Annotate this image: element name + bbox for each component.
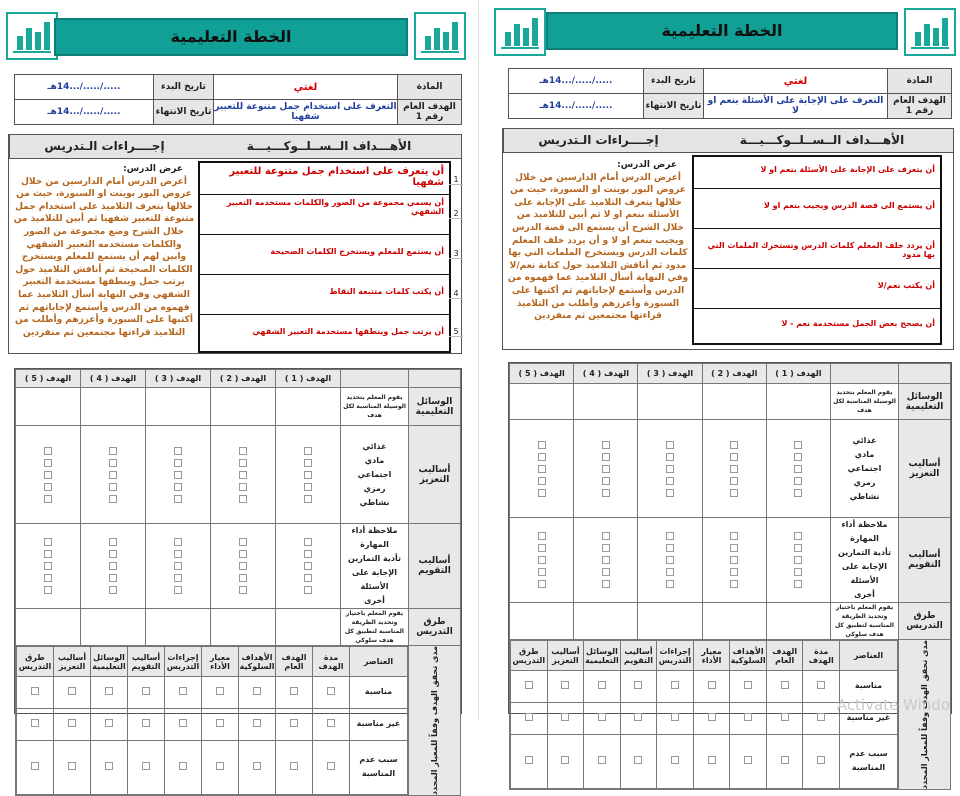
objective-item: أن يسمي مجموعة من الصور والكلمات مستخدمه التعبير الشفهي [200,195,449,235]
checkbox[interactable] [109,447,117,455]
checkbox[interactable] [817,681,825,689]
subject-value: لغتي [704,69,888,94]
checkbox[interactable] [730,477,738,485]
checkbox[interactable] [174,574,182,582]
checkbox[interactable] [105,762,113,770]
assessment-label: أساليب التقويم [899,518,951,603]
checkbox[interactable] [304,586,312,594]
objective-item: أن يرتب جمل وينطقها مستخدمة التعبير الشفهي [252,327,444,336]
checkbox[interactable] [602,465,610,473]
goal-2-header: الهدف ( 2 ) [211,370,276,388]
checkbox[interactable] [538,453,546,461]
objective-item: أن يصحح بعض الجمل مستخدمة نعم - لا [781,319,935,328]
checkbox[interactable] [109,471,117,479]
checkbox[interactable] [68,762,76,770]
checkbox[interactable] [781,713,789,721]
checkbox[interactable] [239,586,247,594]
checkbox[interactable] [174,550,182,558]
checkbox[interactable] [174,586,182,594]
checkbox[interactable] [602,544,610,552]
procedures-header: إجــــراءات الـتدريس [503,129,693,153]
checkbox[interactable] [794,568,802,576]
checkbox[interactable] [730,465,738,473]
objective-item: أن يتعرف على الإجابة على الأسئلة بنعم او لا [694,157,940,189]
teaching-methods-label: طرق التدريس [409,609,461,646]
checkbox[interactable] [44,459,52,467]
checkbox[interactable] [538,441,546,449]
checkbox[interactable] [174,562,182,570]
reinforcement-options: غذائي مادي اجتماعي رمزي نشاطي [831,420,899,518]
checkbox[interactable] [598,756,606,764]
checkbox[interactable] [730,556,738,564]
checkbox[interactable] [602,489,610,497]
teaching-methods-label: طرق التدريس [899,603,951,640]
page-title: الخطة التعليمية [54,18,408,56]
lesson-presentation-label: عرض الدرس: [617,160,677,170]
checkbox[interactable] [730,532,738,540]
checkbox[interactable] [525,713,533,721]
behavioral-goals-header: الأهـــداف الــســلــوكـــيـــة [197,135,461,159]
checkbox[interactable] [538,568,546,576]
checkbox[interactable] [794,556,802,564]
checkbox[interactable] [666,465,674,473]
checkbox[interactable] [730,441,738,449]
checkbox[interactable] [142,762,150,770]
general-goal-label: الهدف العام رقم 1 [888,94,952,119]
assessment-grid [14,368,462,796]
objective-number: 1 [449,175,463,185]
checkbox[interactable] [327,762,335,770]
goal-4-header: الهدف ( 4 ) [574,364,638,384]
goal-5-header: الهدف ( 5 ) [510,364,574,384]
checkbox[interactable] [109,562,117,570]
checkbox[interactable] [216,762,224,770]
objective-item: أن يستمع للمعلم ويستخرج الكلمات الصحيحة [200,235,449,275]
checkbox[interactable] [44,562,52,570]
checkbox[interactable] [304,550,312,558]
checkbox[interactable] [538,477,546,485]
checkbox[interactable] [239,459,247,467]
checkbox[interactable] [538,465,546,473]
checkbox[interactable] [730,453,738,461]
lesson-info-table [14,74,462,125]
criteria-table-cell [16,646,409,796]
checkbox[interactable] [68,719,76,727]
checkbox[interactable] [239,447,247,455]
objective-number: 5 [449,327,463,337]
subject-label: المادة [398,75,462,100]
end-date-label: تاريخ الانتهاء [154,100,214,125]
checkbox[interactable] [781,681,789,689]
checkbox[interactable] [708,756,716,764]
activation-watermark: Activate Windo [836,696,950,714]
checkbox[interactable] [561,756,569,764]
checkbox[interactable] [602,580,610,588]
goal-1-header: الهدف ( 1 ) [766,364,830,384]
checkbox[interactable] [174,483,182,491]
checkbox[interactable] [44,495,52,503]
plan-page-1 [0,0,470,796]
checkbox[interactable] [174,538,182,546]
chart-logo-icon [414,12,466,60]
start-date-label: تاريخ البدء [644,69,704,94]
criteria-table: العناصر مدة الهدف الهدف العام الأهداف السلوكية معيار الأداء إجراءات التدريس أساليب التقويم الوسائل التعليمية أساليب التعزيز طرق التدريس مناسبة غير مناسبة سبب عدم المناسبة [16,646,408,795]
checkbox[interactable] [666,532,674,540]
checkbox[interactable] [68,687,76,695]
checkbox[interactable] [708,681,716,689]
subject-label: المادة [888,69,952,94]
checkbox[interactable] [794,489,802,497]
plan-page-2 [488,0,958,790]
checkbox[interactable] [109,574,117,582]
checkbox[interactable] [634,756,642,764]
checkbox[interactable] [109,483,117,491]
checkbox[interactable] [817,756,825,764]
checkbox[interactable] [31,687,39,695]
checkbox[interactable] [538,532,546,540]
checkbox[interactable] [304,483,312,491]
checkbox[interactable] [239,562,247,570]
reinforcement-label: أساليب التعزيز [899,420,951,518]
checkbox[interactable] [253,719,261,727]
checkbox[interactable] [216,687,224,695]
assessment-grid [508,362,952,790]
checkbox[interactable] [744,713,752,721]
general-goal-label: الهدف العام رقم 1 [398,100,462,125]
checkbox[interactable] [602,441,610,449]
goal-3-header: الهدف ( 3 ) [146,370,211,388]
objectives-list [692,155,942,345]
checkbox[interactable] [304,459,312,467]
checkbox[interactable] [538,556,546,564]
checkbox[interactable] [105,719,113,727]
page-separator [478,0,479,720]
checkbox[interactable] [634,681,642,689]
objective-number: 4 [449,289,463,299]
checkbox[interactable] [179,687,187,695]
checkbox[interactable] [666,489,674,497]
criteria-side: مدى تحقق الهدف وفقاً للمعيار المحدد [899,640,951,790]
objective-item: أن يستمع الى قصة الدرس ويجيب بنعم او لا [694,189,940,229]
checkbox[interactable] [598,713,606,721]
checkbox[interactable] [31,719,39,727]
criteria-side: مدى تحقق الهدف وفقاً للمعيار المحدد [409,646,461,796]
checkbox[interactable] [602,453,610,461]
checkbox[interactable] [666,568,674,576]
checkbox[interactable] [730,544,738,552]
checkbox[interactable] [44,550,52,558]
checkbox[interactable] [290,687,298,695]
checkbox[interactable] [666,580,674,588]
procedure-body: أعرض الدرس أمام الدارسين من خلال عروض البور بوينت او السبورة، حيث من خلالها يتعرف التلاميذ على استخدام جمل متنوعة للتعبير شفهيا ثم أبين للتلاميذ من خلال الشرح وضع مجموعة من الصور والكلمات مستخدمه التعبير الشفهي وابين لهم أن يستمع للمعلم ويستخرج الكلمات الصحيحة ثم أناقش التلاميذ حول يرتب جمل وينطقها مستخدمة التعبير الشفهي وفي النهاية أسأل التلاميذ عما فهموه من الدرس وأستمع لإجاباتهم ثم أكتبها على السبورة وأعززهم وأطلب من التلاميذ قراءتها مجتمعين ثم منفردين [13,176,195,338]
checkbox[interactable] [602,568,610,576]
checkbox[interactable] [174,495,182,503]
objective-item: أن يكتب كلمات متتبعة النقاط [200,275,449,315]
teaching-aids-note: يقوم المعلم بتحديد الوسيلة المناسبة لكل هدف [341,388,409,426]
checkbox[interactable] [304,574,312,582]
teaching-aids-label: الوسائل التعليمية [409,388,461,426]
assessment-options: ملاحظة أداء المهارة تأدية التمارين الإجابة على الأسئلة أخرى [831,518,899,603]
start-date-value: ...../...../...14هـ [15,75,154,100]
checkbox[interactable] [817,713,825,721]
teaching-aids-note: يقوم المعلم بتحديد الوسيلة المناسبة لكل هدف [831,384,899,420]
checkbox[interactable] [708,713,716,721]
start-date-label: تاريخ البدء [154,75,214,100]
goal-3-header: الهدف ( 3 ) [638,364,702,384]
teaching-methods-note: يقوم المعلم باختيار وتحديد الطريقة المناسبة لتطبيق كل هدف سلوكي [831,603,899,640]
checkbox[interactable] [671,713,679,721]
page-title: الخطة التعليمية [546,12,898,50]
end-date-label: تاريخ الانتهاء [644,94,704,119]
checkbox[interactable] [253,687,261,695]
goal-5-header: الهدف ( 5 ) [16,370,81,388]
checkbox[interactable] [744,756,752,764]
general-goal-value: التعرف على الإجابة على الأسئلة بنعم او لا [704,94,888,119]
checkbox[interactable] [538,489,546,497]
checkbox[interactable] [561,713,569,721]
checkbox[interactable] [781,756,789,764]
procedure-body: أعرض الدرس أمام الدارسين من خلال عروض البور بوينت او السبورة، حيث من خلالها يتعرف التلاميذ على الإجابة على الأسئلة بنعم او لا ثم أبين للتلاميذ من خلال الشرح أن يستمع الى قصة الدرس ويجيب بنعم او لا و أن يردد خلف المعلم كلمات الدرس ويستخرج الملمات التي بها مدود ثم أناقش التلاميذ حول كتابة نعم/لا وفي النهاية أسأل التلاميذ عما فهموه من الدرس وأستمع لإجاباتهم ثم أكتبها على السبورة وأعززهم وأطلب من التلاميذ قراءتها مجتمعين ثم منفردين [507,172,689,322]
checkbox[interactable] [304,495,312,503]
checkbox[interactable] [525,681,533,689]
behavioral-goals-header: الأهـــداف الــســلــوكـــيـــة [691,129,953,153]
checkbox[interactable] [327,719,335,727]
objective-item: أن يكتب نعم/لا [694,269,940,309]
checkbox[interactable] [44,538,52,546]
checkbox[interactable] [602,556,610,564]
checkbox[interactable] [561,681,569,689]
goal-1-header: الهدف ( 1 ) [276,370,341,388]
checkbox[interactable] [239,483,247,491]
checkbox[interactable] [109,495,117,503]
lesson-presentation-label: عرض الدرس: [123,164,183,174]
procedures-text [507,159,689,323]
checkbox[interactable] [109,586,117,594]
checkbox[interactable] [44,471,52,479]
checkbox[interactable] [794,441,802,449]
teaching-aids-label: الوسائل التعليمية [899,384,951,420]
checkbox[interactable] [598,681,606,689]
checkbox[interactable] [304,538,312,546]
checkbox[interactable] [179,719,187,727]
checkbox[interactable] [794,532,802,540]
checkbox[interactable] [290,762,298,770]
reinforcement-options: غذائي مادي اجتماعي رمزي نشاطي [341,426,409,524]
checkbox[interactable] [666,477,674,485]
objectives-list [198,161,451,353]
checkbox[interactable] [174,447,182,455]
general-goal-value: التعرف على استخدام جمل متنوعة للتعبير شفهيا [214,100,398,125]
checkbox[interactable] [538,544,546,552]
checkbox[interactable] [31,762,39,770]
checkbox[interactable] [666,453,674,461]
checkbox[interactable] [142,687,150,695]
end-date-value: ...../...../...14هـ [15,100,154,125]
checkbox[interactable] [794,465,802,473]
checkbox[interactable] [744,681,752,689]
checkbox[interactable] [44,447,52,455]
checkbox[interactable] [304,447,312,455]
checkbox[interactable] [216,719,224,727]
checkbox[interactable] [794,477,802,485]
checkbox[interactable] [109,550,117,558]
checkbox[interactable] [794,453,802,461]
chart-logo-icon [494,8,546,56]
checkbox[interactable] [179,762,187,770]
checkbox[interactable] [538,580,546,588]
checkbox[interactable] [253,762,261,770]
checkbox[interactable] [44,586,52,594]
checkbox[interactable] [634,713,642,721]
criteria-table: العناصر مدة الهدف الهدف العام الأهداف السلوكية معيار الأداء إجراءات التدريس أساليب التقويم الوسائل التعليمية أساليب التعزيز طرق التدريس مناسبة غير مناسبة سبب عدم المناسبة [510,640,898,789]
checkbox[interactable] [730,580,738,588]
chart-logo-icon [904,8,956,56]
checkbox[interactable] [666,556,674,564]
checkbox[interactable] [794,544,802,552]
checkbox[interactable] [666,544,674,552]
checkbox[interactable] [730,489,738,497]
checkbox[interactable] [671,681,679,689]
objectives-section [502,128,954,350]
checkbox[interactable] [239,550,247,558]
teaching-methods-note: يقوم المعلم باختيار وتحديد الطريقة المناسبة لتطبيق كل هدف سلوكي [341,609,409,646]
reinforcement-label: أساليب التعزيز [409,426,461,524]
goal-4-header: الهدف ( 4 ) [81,370,146,388]
procedures-header: إجــــراءات الـتدريس [9,135,199,159]
end-date-value: ...../...../...14هـ [509,94,644,119]
checkbox[interactable] [602,477,610,485]
checkbox[interactable] [142,719,150,727]
chart-logo-icon [6,12,58,60]
procedures-text [13,163,195,339]
objective-number: 2 [449,209,463,219]
checkbox[interactable] [304,471,312,479]
checkbox[interactable] [602,532,610,540]
start-date-value: ...../...../...14هـ [509,69,644,94]
checkbox[interactable] [109,459,117,467]
assessment-options: ملاحظة أداء المهارة تأدية التمارين الإجابة على الأسئلة أخرى [341,524,409,609]
objective-item: أن يردد خلف المعلم كلمات الدرس وتستخرك الملمات التي بها مدود [694,229,940,269]
objectives-section [8,134,462,354]
objective-number: 3 [449,249,463,259]
checkbox[interactable] [290,719,298,727]
assessment-label: أساليب التقويم [409,524,461,609]
checkbox[interactable] [730,568,738,576]
checkbox[interactable] [44,483,52,491]
goal-2-header: الهدف ( 2 ) [702,364,766,384]
checkbox[interactable] [239,471,247,479]
checkbox[interactable] [239,495,247,503]
checkbox[interactable] [174,459,182,467]
checkbox[interactable] [44,574,52,582]
checkbox[interactable] [666,441,674,449]
objective-item: أن يتعرف على استخدام جمل متنوعة للتعبير شفهيا [200,163,449,195]
checkbox[interactable] [105,687,113,695]
subject-value: لغتي [214,75,398,100]
criteria-table-cell [510,640,899,790]
checkbox[interactable] [671,756,679,764]
lesson-info-table [508,68,952,119]
checkbox[interactable] [525,756,533,764]
checkbox[interactable] [239,538,247,546]
checkbox[interactable] [109,538,117,546]
checkbox[interactable] [327,687,335,695]
checkbox[interactable] [239,574,247,582]
checkbox[interactable] [174,471,182,479]
checkbox[interactable] [304,562,312,570]
checkbox[interactable] [794,580,802,588]
